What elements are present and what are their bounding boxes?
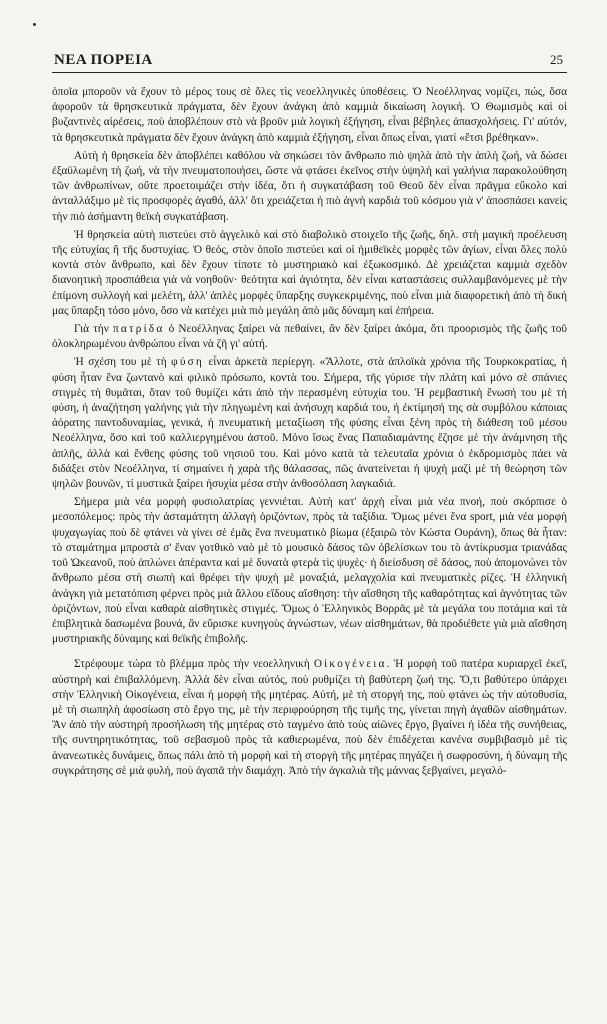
article-body: [52, 85, 567, 779]
ink-speck: [33, 23, 36, 26]
paragraph-4-lead: Γιὰ τὴν: [74, 323, 113, 336]
paragraph-5-rest: εἶναι ἀρκετὰ περίεργη. «Ἄλλοτε, στὰ ἁπλοϊκὰ χρόνια τῆς Τουρκοκρατίας, ἡ φύση ἦταν ἕνα ζωντανὸ καὶ φιλικὸ πρόσωπο, κοντὰ του. Σήμερα, τῆς γύρισε τὴν πλάτη καὶ μόνο σὲ σπάνιες στιγμὲς τὴ θυμᾶται, ὅταν τοῦ θυμίζει κάτι ἀπὸ τὴν περασμένη εὐτυχία του. Ἡ ρεμβαστικὴ ἕνωσή του μὲ τὴ φύση, ἡ ἀναζήτηση γαλήνης γιὰ τὴν πληγωμένη καὶ ἀνήσυχη καρδιά του, ἡ ἐκτίμησή της σὰ συμβόλου κάποιας ἀόρατης παντοδυναμίας, γενικά, ἡ πνευματικὴ μεταξίωση τῆς φύσης εἶναι ξένη πρὸς τὴ διάθεση τοῦ μέσου Νεοέλληνα, ὅσο καὶ τοῦ καλλιεργημένου ἀστοῦ. Μόνο ἴσως ἕνας Παπαδιαμάντης ἔζησε μὲ τὴν ἀνάμνηση τῆς ἁπλῆς, ἀλλὰ καὶ ἔνθεης φύσης τοῦ νησιοῦ του. Καὶ μόνο κατὰ τὰ τελευταῖα χρόνια ὁ ἐκδρομισμὸς πάει νὰ διδάξει στὸν Νεοέλληνα, τί σημαίνει ἡ χαρὰ τῆς θάλασσας, πῶς ἀνατείνεται ἡ ψυχὴ μαζὶ μὲ τὴ θεώρηση τῶν ψηλῶν βουνῶν, τί μυστικὰ ξαίρει ἡσυχία μέσα στὴν ἀνθοσόλαση λαγκαδιά.: [52, 356, 567, 491]
paragraph-5: [52, 355, 567, 492]
paragraph-2: Αὐτὴ ἡ θρησκεία δὲν ἀποβλέπει καθόλου νὰ σηκώσει τὸν ἄνθρωπο πιὸ ψηλὰ ἀπὸ τὴν ἁπλὴ ζωή, νὰ δώσει ἐξαϋλωμένη τὴ ζωή, νὰ τὴν πνευματοποιήσει, ὥστε νὰ φτάσει ἐκεῖνος στὴν ὑψηλὴ καὶ γαλήνια παρακολούθηση τῶν ἀνθρωπίνων, οὔτε προετοιμάζει στὴν ἰδέα, ὅτι ἡ συγκατάβαση τοῦ Θεοῦ δὲν εἶναι πρᾶγμα εὔκολο καὶ ἀνταλλάξιμο μὲ τὶς προσφορὲς ἀγαθό, ἀλλ' ὅτι χρειάζεται ἡ πιὸ ἁγνὴ καρδιὰ τοῦ κόσμου γιὰ ν' ἀποσπάσει κανεὶς τὴν πιὸ ἀσήμαντη θεϊκὴ συγκατάβαση.: [52, 149, 567, 223]
emphasis-fysi: φύση: [171, 356, 205, 369]
paragraph-4-rest: ὁ Νεοέλληνας ξαίρει νὰ πεθαίνει, ἂν δὲν ξαίρει ἀκόμα, ὅτι προορισμὸς τῆς ζωῆς τοῦ ὁλοκληρωμένου ἀνθρώπου εἶναι νὰ ζῆ γι' αὐτή.: [52, 323, 568, 351]
paragraph-6: Σήμερα μιὰ νέα μορφὴ φυσιολατρίας γεννιέται. Αὐτὴ κατ' ἀρχὴ εἶναι μιὰ νέα πνοή, ποὺ σκόρπισε ὁ μεσοπόλεμος: πρὸς τὴν ἀσταμάτητη ἀλλαγὴ ὁριζόντων, πρὸς τὰ ταξίδια. Ὅμως μένει ἕνα sport, μιὰ νέα μορφὴ ψυχαγωγίας ποὺ δὲ φτάνει νὰ γίνει σὲ ἐμᾶς ἕνα πνευματικὸ βίωμα (ἐξαιρῶ τὸν Κώστα Ουράνη), ὅπως θὰ ἦταν: τὸ σταμάτημα μπροστὰ σ' ἕναν γοτθικὸ ναὸ μὲ τὸ μουσικὸ δάσος τῶν ὀβελίσκων του τὸ ἀντίκρυσμα τριανάδας τοῦ Ὠκεανοῦ, ποὺ ἁπλώνει ἀπέραντα καὶ μὲ δυνατὰ φτερὰ τὶς ψυχὲς· ἡ διείσδυση σὲ δάσος, ποὺ ἀπομονώνει τὸν ἄνθρωπο μέσα στὴ σιωπὴ καὶ θρέφει τὴν ψυχὴ μὲ μοναξιά, μελαγχολία καὶ πνευματικὲς ρίζες. Ἡ ἑλληνικὴ ἀνάγκη γιὰ μετατόπιση φέρνει πρὸς μιὰ ἄλλου εἴδους αἴσθηση: τὴν αἴσθηση τῆς καθαρότητας καὶ ἁγνότητας τῶν ὁριζόντων, ποὺ εἶναι καθαρὰ αἰσθητικὲς στιγμές. Ὅμως ὁ Ἑλληνικὸς Βορρᾶς μὲ τὰ μεγάλα του ποτάμια καὶ τὰ ἐπιβλητικὰ δασωμένα βουνά, ἂν εὕρισκε κυνηγοὺς ἀγνώστων, νέων αἰσθημάτων, θὰ προδιέθετε γιὰ μιὰ αἴσθηση μυστηριακῆς δύναμης καὶ θεϊκῆς ἐπιβολῆς.: [52, 496, 567, 646]
page-number: 25: [550, 52, 563, 67]
paragraph-5-lead: Ἡ σχέση του μὲ τὴ: [74, 356, 172, 369]
emphasis-oikogeneia: Οἰκογένεια: [313, 658, 387, 671]
paragraph-3: Ἡ θρησκεία αὐτὴ πιστεύει στὸ ἀγγελικὸ καὶ στὸ διαβολικὸ στοιχεῖο τῆς ζωῆς, δηλ. στὴ μαγικὴ προέλευση τῆς εὐτυχίας ἢ τῆς δυστυχίας. Ὁ θεός, στὸν ὁποῖο πιστεύει καὶ οἱ ἡμιθεϊκὲς μορφὲς τῶν ἁγίων, εἶναι ὅλες πολὺ κοντὰ στὸν ἄνθρωπο, καὶ δὲν ἔχουν τίποτε τὸ μυστηριακὸ καὶ ἐξωκοσμικό. Δὲ χρειάζεται καμμιὰ σχεδὸν διανοητικὴ προσπάθεια γιὰ νὰ νοηθοῦν· θεότητα καὶ ἁγιότητα, δὲν εἶναι καταστάσεις συλλαμβανόμενες μὲ τὴν ἐπίμονη συλλογὴ καὶ μελέτη, ἀλλ' ἁπλὲς μορφὲς ὕπαρξης συγκεκριμένης, ποὺ εἶναι μιὰ διαφορετικὴ ἀπὸ τὴ δική μας ὕπαρξη τόσο μόνο, ὅσο νὰ κατέχει μιὰ πιὸ μεγάλη ἀπὸ μᾶς δύναμη καὶ ἐπήρεια.: [52, 228, 567, 317]
paragraph-7-lead: Στρέφουμε τώρα τὸ βλέμμα πρὸς τὴν νεοελληνικὴ: [74, 658, 314, 671]
emphasis-patrida: πατρίδα: [112, 323, 165, 336]
paragraph-7: [52, 657, 567, 779]
journal-title: ΝΕΑ ΠΟΡΕΙΑ: [54, 52, 153, 68]
paragraph-1: ὁποῖα μποροῦν νὰ ἔχουν τὸ μέρος τους σὲ ὅλες τὶς νεοελληνικὲς ὑποθέσεις. Ὁ Νεοέλληνας νομίζει, πώς, ὅσα ἀφοροῦν τὰ θρησκευτικὰ πράγματα, δὲν ἔχουν ἀνάγκη ἀπὸ καμμιὰ δικαίωση λογική. Ὁ Θωμισμὸς καὶ οἱ βυζαντινὲς αἱρέσεις, ποὺ ἀποβλέπουν στὸ νὰ βροῦν μιὰ λογικὴ ἐξήγηση, εἶναι βέβηλες ἀπασχολήσεις. Γι' αὐτόν, τὰ θρησκευτικὰ πράγματα δὲν ἔχουν ἀνάγκη ἀπὸ καμμιὰ ἐξήγηση, εἶναι ὅπως εἶναι, γιατί «ἔτσι βρέθηκαν».: [52, 86, 567, 144]
running-header: [52, 52, 567, 73]
paragraph-4: [52, 322, 567, 352]
paragraph-7-rest: . Ἡ μορφὴ τοῦ πατέρα κυριαρχεῖ ἐκεῖ, αὐστηρὴ καὶ ἐπιβαλλόμενη. Ἀλλὰ δὲν εἶναι αὐτός, ποὺ ρυθμίζει τὴ βαθύτερη ζωή της. Ὅ,τι βαθύτερο ὑπάρχει στὴν Ἑλληνικὴ Οἰκογένεια, εἶναι ἡ μορφὴ τῆς μητέρας. Αὐτή, μὲ τὴ στοργή της, ποὺ φτάνει ὡς τὴν αὐτοθυσία, μὲ τὴ σιωπηλὴ ἀφοσίωση στὸ ἔργο της, μὲ τὴν περιφρούρηση τῆς τιμῆς της, γίνεται πηγὴ ἀγαθῶν αἰσθημάτων. Ἂν ἀπὸ τὴν αὐστηρὴ προσήλωση τῆς μητέρας στὸ ταγμένο ἀπὸ τοὺς αἰῶνες ἔργο, βγαίνει ἡ ἰδέα τῆς συνήθειας, τῆς συντηρητικότητας, τοῦ σεβασμοῦ πρὸς τὰ καθιερωμένα, ποὺ δὲν ἐπιδέχεται κανένα συμβιβασμὸ μὲ τὶς ἀνανεωτικὲς δυνάμεις, ὅπως πάλι ἀπὸ τὴ μορφὴ καὶ τὴ στοργὴ τῆς μητέρας πηγάζει ἡ σωφροσύνη, ἡ δύναμη τῆς συγκράτησης σὲ μιὰ φυλή, ποὺ ἀγαπᾶ τὴν διαμάχη. Ἀπὸ τὴν ἀγκαλιὰ τῆς μάννας ξεβγαίνει, μεγαλό-: [52, 658, 567, 777]
